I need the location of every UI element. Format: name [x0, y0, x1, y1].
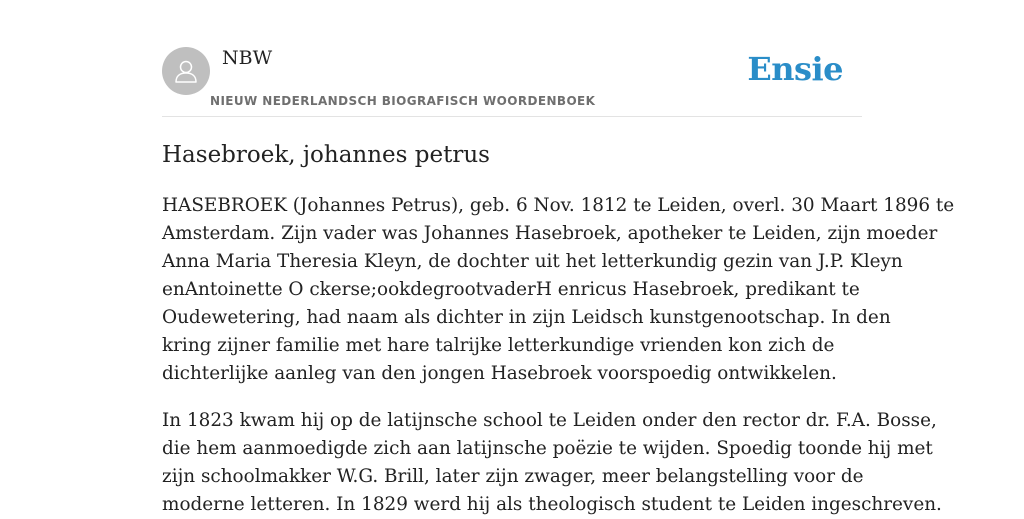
source-full-name: NIEUW NEDERLANDSCH BIOGRAFISCH WOORDENBOEK: [210, 94, 596, 108]
paragraph-line: moderne letteren. In 1829 werd hij als theologisch student te Leiden ingeschreven.: [162, 494, 942, 515]
paragraph-line: die hem aanmoedigde zich aan latijnsche poëzie te wijden. Spoedig toonde hij met: [162, 438, 933, 459]
paragraph-line: Amsterdam. Zijn vader was Johannes Hasebroek, apotheker te Leiden, zijn moeder: [162, 223, 938, 244]
article-paragraph: [162, 192, 955, 388]
page-content: [162, 0, 955, 515]
paragraph-line: zijn schoolmakker W.G. Brill, later zijn zwager, meer belangstelling voor de: [162, 466, 864, 487]
avatar[interactable]: [162, 47, 210, 95]
article-title: Hasebroek, johannes petrus: [162, 142, 490, 168]
article-paragraph: [162, 407, 942, 519]
paragraph-line: Anna Maria Theresia Kleyn, de dochter uit het letterkundig gezin van J.P. Kleyn: [162, 251, 903, 272]
paragraph-line: dichterlijke aanleg van den jongen Hasebroek voorspoedig ontwikkelen.: [162, 363, 837, 384]
paragraph-line: HASEBROEK (Johannes Petrus), geb. 6 Nov. 1812 te Leiden, overl. 30 Maart 1896 te: [162, 195, 955, 216]
user-icon: [171, 56, 201, 86]
paragraph-line: kring zijner familie met hare talrijke letterkundige vrienden kon zich de: [162, 335, 835, 356]
paragraph-line: Oudewetering, had naam als dichter in zijn Leidsch kunstgenootschap. In den: [162, 307, 891, 328]
ensie-logo[interactable]: Ensie: [747, 50, 843, 88]
paragraph-line: enAntoinette O ckerse;ookdegrootvaderH enricus Hasebroek, predikant te: [162, 279, 860, 300]
source-name[interactable]: NBW: [222, 47, 273, 69]
source-header: [162, 0, 862, 117]
paragraph-line: In 1823 kwam hij op de latijnsche school te Leiden onder den rector dr. F.A. Bosse,: [162, 410, 937, 431]
